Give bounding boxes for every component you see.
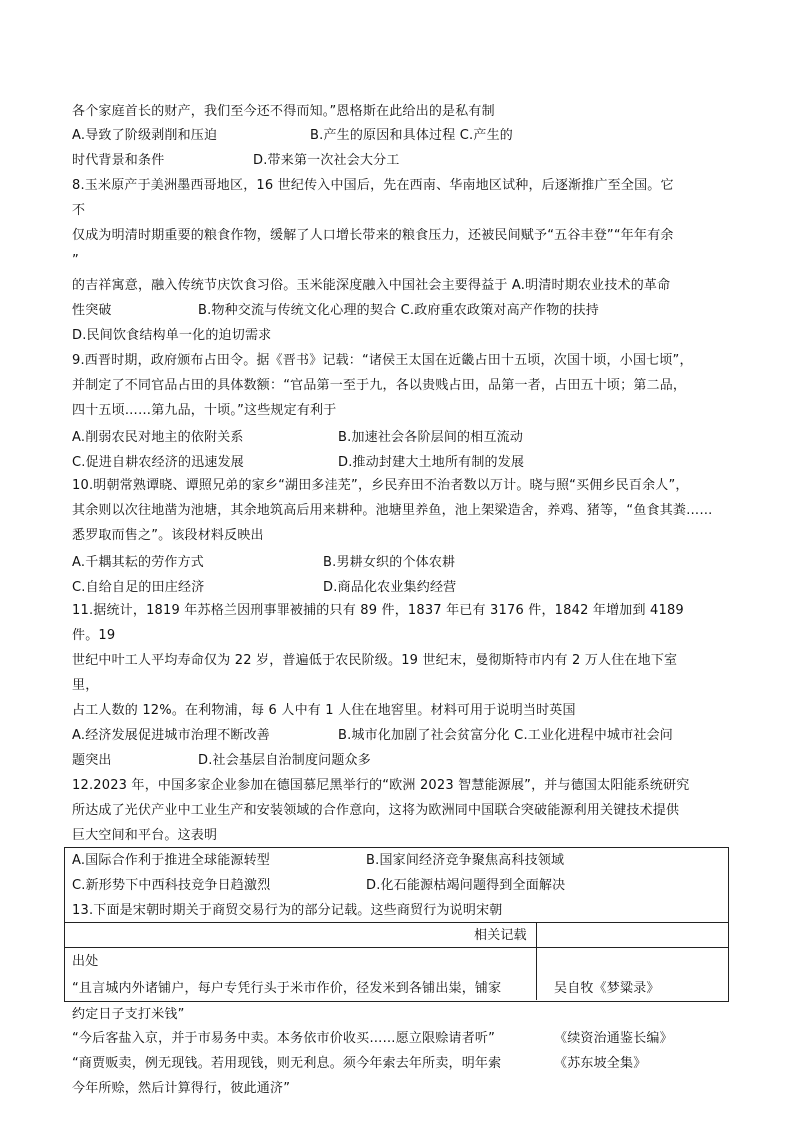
text-line: 时代背景和条件: [72, 153, 165, 168]
option-d: D.民间饮食结构单一化的迫切需求: [72, 328, 272, 343]
table-cell-record: “且言城内外诸铺户，每户专凭行头于米市作价，径发米到各铺出粜，铺家: [72, 981, 502, 996]
option-a: A.国际合作利于推进全球能源转型: [72, 853, 270, 868]
text-line: 约定日子支打米钱”: [72, 1007, 185, 1022]
option-d: D.商品化农业集约经营: [323, 580, 457, 595]
option-b-c: B.产生的原因和具体过程 C.产生的: [310, 128, 513, 143]
option-d: D.社会基层自治制度问题众多: [198, 753, 371, 768]
option-c: C.自给自足的田庄经济: [72, 580, 205, 595]
text-line: 件。19: [72, 628, 116, 643]
text-line: 悉罗取而售之”。该段材料反映出: [72, 528, 264, 543]
text-line: 其余则以次往地凿为池塘，其余地筑高后用来耕种。池塘里养鱼，池上架梁造舍，养鸡、猪等，“鱼食其粪……: [72, 503, 713, 518]
text-line: 今年所赊，然后计算得行，彼此通济”: [72, 1081, 291, 1096]
option-d: D.推动封建大土地所有制的发展: [338, 455, 525, 470]
table-divider: [536, 922, 537, 1000]
table-divider: [64, 922, 728, 923]
text-line: “商贾贩卖，例无现钱。若用现钱，则无利息。须今年索去年所卖，明年索: [72, 1056, 502, 1071]
text-line: “今后客盐入京，并于市易务中卖。本务依市价收买……愿立限赊请者听”: [72, 1031, 496, 1046]
option-c: C.促进自耕农经济的迅速发展: [72, 455, 245, 470]
option-b: B.男耕女织的个体农耕: [323, 555, 456, 570]
table-cell-source: 吴自牧《梦粱录》: [554, 981, 660, 996]
option-a: A.削弱农民对地主的依附关系: [72, 430, 244, 445]
text-line: 仅成为明清时期重要的粮食作物，缓解了人口增长带来的粮食压力，还被民间赋予“五谷丰登”“年年有余: [72, 228, 674, 243]
text-line: 不: [72, 203, 86, 218]
text-line: 的吉祥寓意，融入传统节庆饮食习俗。玉米能深度融入中国社会主要得益于 A.明清时期农业技术的革命: [72, 278, 671, 293]
text-line: ”: [72, 253, 79, 268]
text-line: 《苏东坡全集》: [554, 1056, 647, 1071]
text-line: 占工人数的 12%。在利物浦，每 6 人中有 1 人住在地窖里。材料可用于说明当时英国: [72, 703, 576, 718]
text-line: 性突破: [72, 303, 112, 318]
text-line: 并制定了不同官品占田的具体数额：“官品第一至于九，各以贵贱占田，品第一者，占田五十顷；第二品，: [72, 378, 687, 393]
text-line: 四十五顷……第九品，十顷。”这些规定有利于: [72, 403, 337, 418]
option-b-c: B.城市化加剧了社会贫富分化 C.工业化进程中城市社会问: [338, 728, 673, 743]
text-line: 巨大空间和平台。这表明: [72, 828, 218, 843]
option-d: D.化石能源枯竭问题得到全面解决: [366, 878, 566, 893]
text-line: 里，: [72, 678, 99, 693]
question-12: 12.2023 年，中国多家企业参加在德国慕尼黑举行的“欧洲 2023 智慧能源展”，并与德国太阳能系统研究: [72, 778, 690, 793]
option-b-c: B.物种交流与传统文化心理的契合 C.政府重农政策对高产作物的扶持: [198, 303, 599, 318]
options-table-border: [64, 847, 729, 1002]
option-b: B.国家间经济竞争聚焦高科技领域: [366, 853, 565, 868]
text-line: 各个家庭首长的财产，我们至今还不得而知。”恩格斯在此给出的是私有制: [72, 104, 495, 119]
option-a: A.导致了阶级剥削和压迫: [72, 128, 218, 143]
text-line: 世纪中叶工人平均寿命仅为 22 岁，普遍低于农民阶级。19 世纪末，曼彻斯特市内有 2 万人住在地下室: [72, 653, 678, 668]
option-b: B.加速社会各阶层间的相互流动: [338, 430, 524, 445]
question-8: 8.玉米原产于美洲墨西哥地区，16 世纪传入中国后，先在西南、华南地区试种，后逐渐推广至全国。它: [72, 178, 674, 193]
option-a: A.经济发展促进城市治理不断改善: [72, 728, 270, 743]
text-line: 题突出: [72, 753, 112, 768]
text-line: 《续资治通鉴长编》: [554, 1031, 673, 1046]
option-a: A.千耦其耘的劳作方式: [72, 555, 204, 570]
table-header-records: 相关记载: [474, 928, 527, 943]
option-c: C.新形势下中西科技竞争日趋激烈: [72, 878, 271, 893]
table-header-source: 出处: [72, 954, 99, 969]
question-9: 9.西晋时期，政府颁布占田令。据《晋书》记载：“诸侯王太国在近畿占田十五顷，次国十顷，小国七顷”，: [72, 353, 693, 368]
question-13: 13.下面是宋朝时期关于商贸交易行为的部分记载。这些商贸行为说明宋朝: [72, 903, 503, 918]
question-10: 10.明朝常熟谭晓、谭照兄弟的家乡“湖田多洼芜”，乡民弃田不治者数以万计。晓与照“买佣乡民百余人”，: [72, 478, 689, 493]
table-divider: [64, 947, 728, 948]
text-line: 所达成了光伏产业中工业生产和安装领域的合作意向，这将为欧洲同中国联合突破能源利用关键技术提供: [72, 803, 680, 818]
question-11: 11.据统计，1819 年苏格兰因刑事罪被捕的只有 89 件，1837 年已有 3176 件，1842 年增加到 4189: [72, 603, 684, 618]
option-d: D.带来第一次社会大分工: [253, 153, 400, 168]
